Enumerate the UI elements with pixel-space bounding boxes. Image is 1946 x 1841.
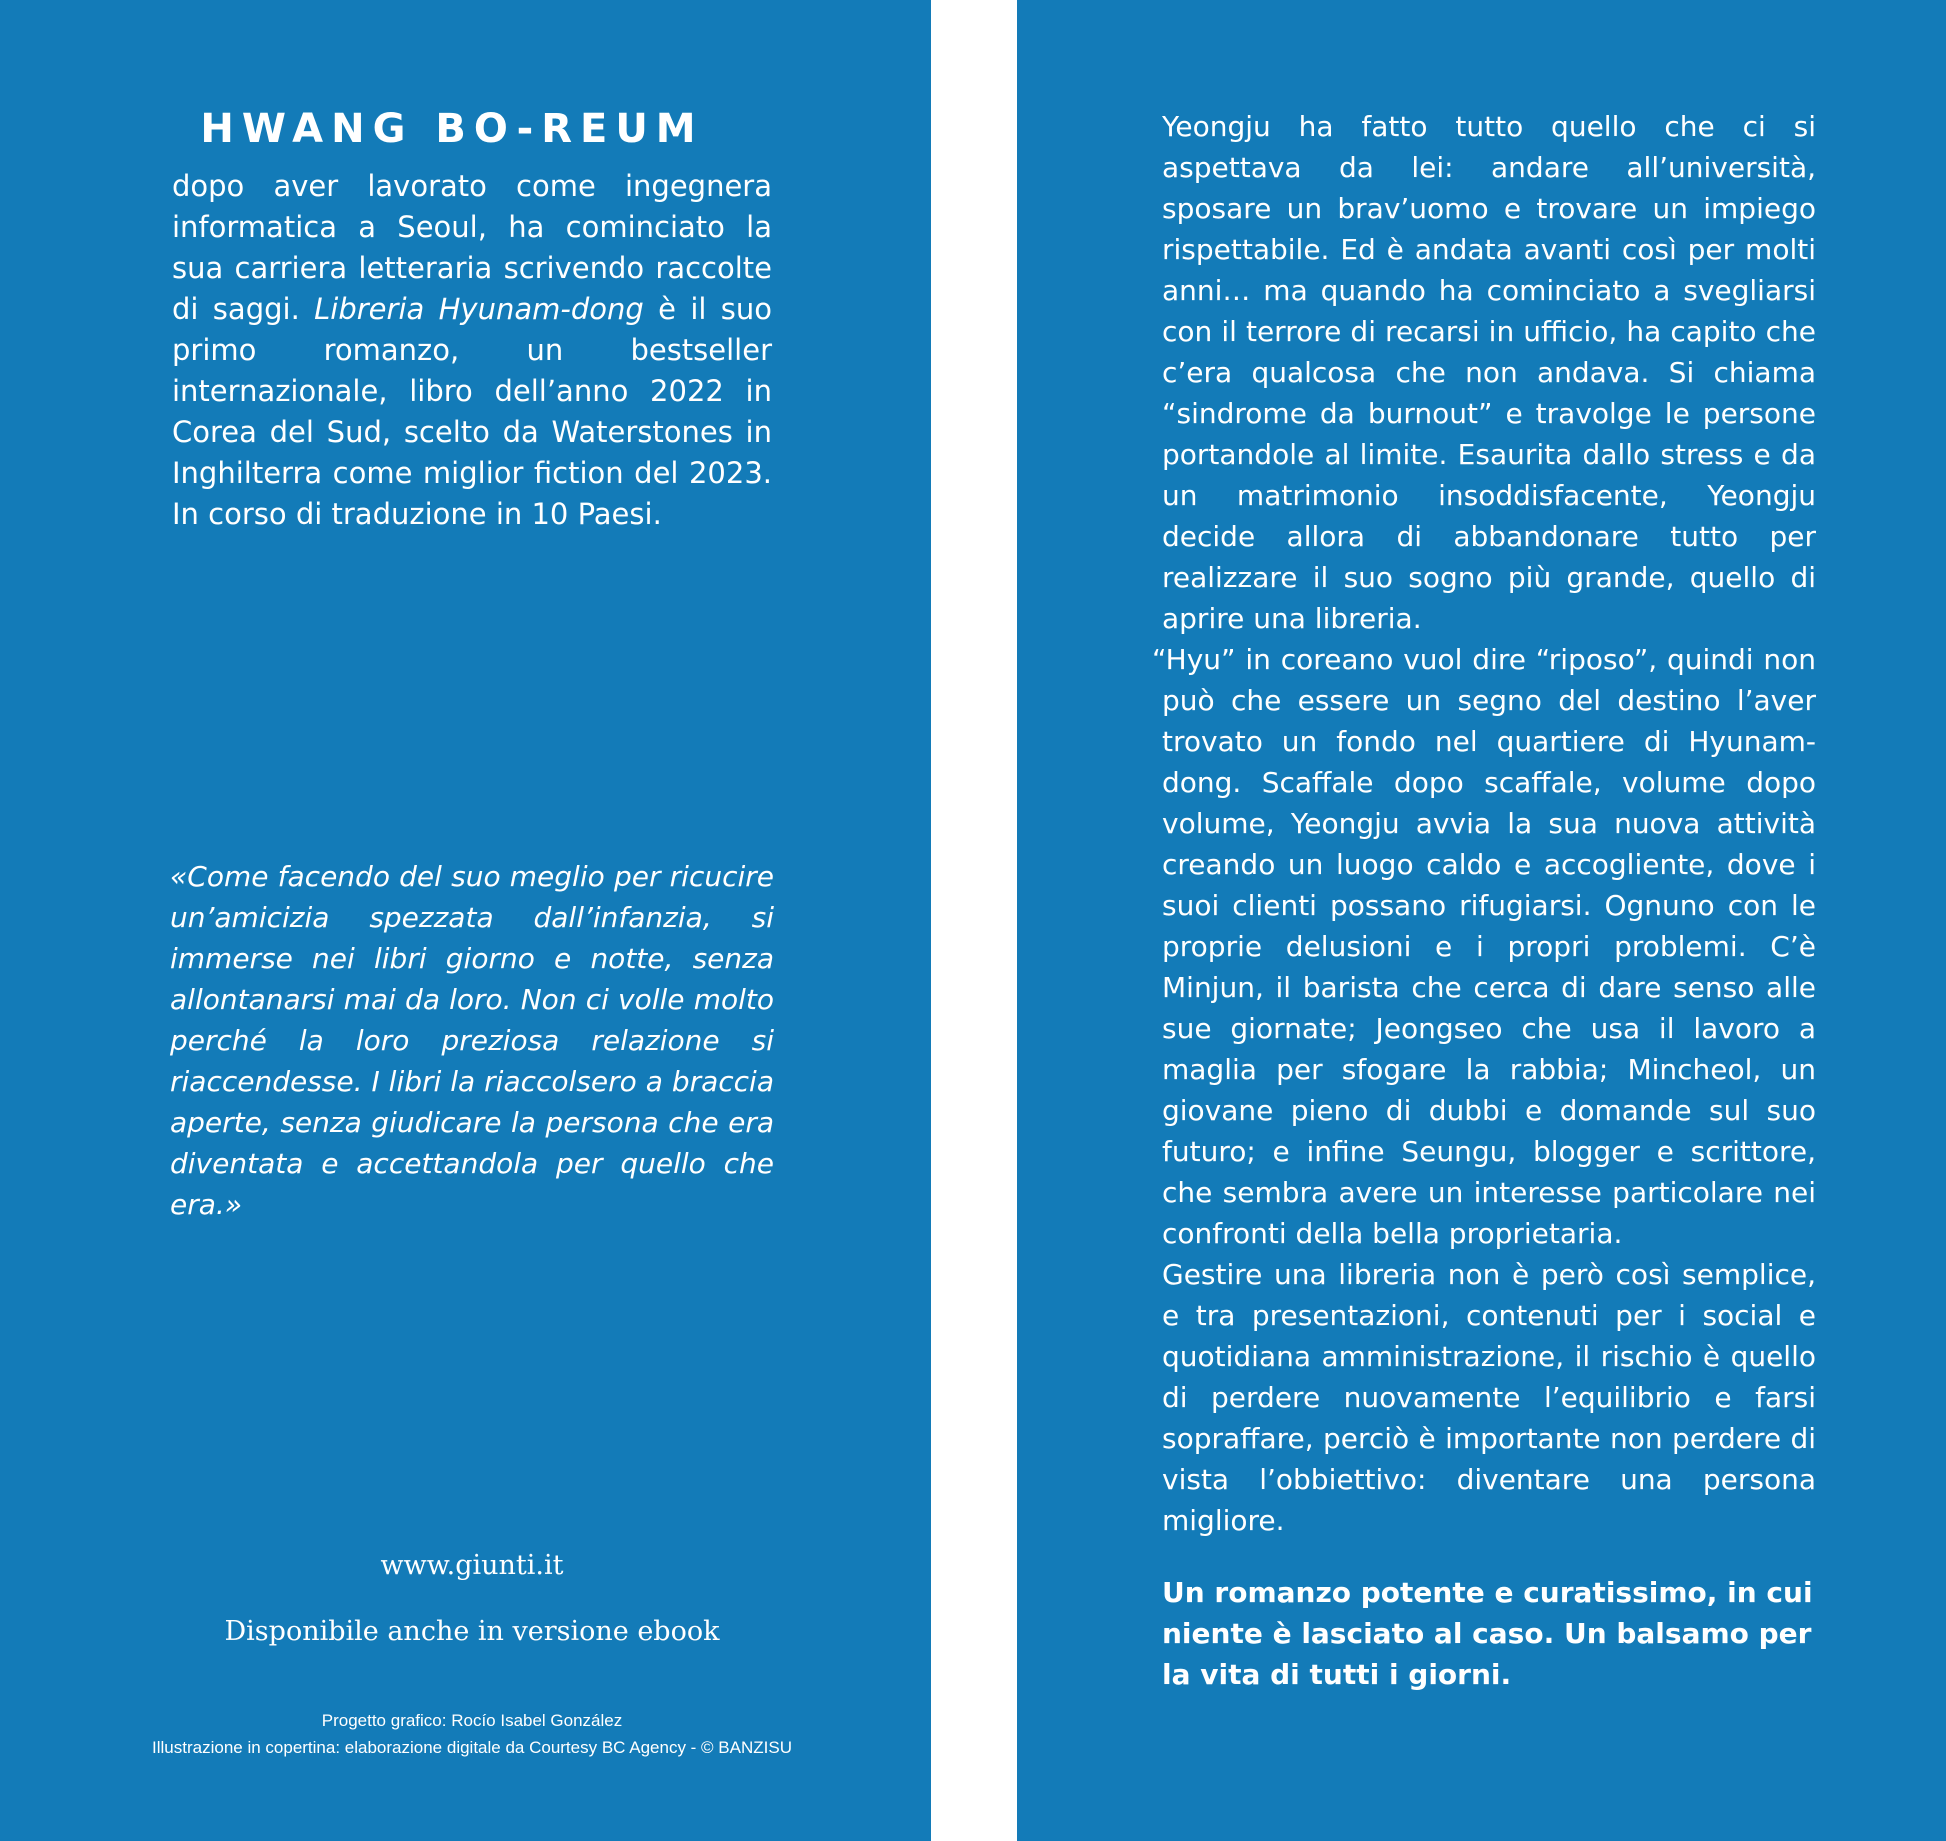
right-flap	[1017, 0, 1946, 1841]
author-bio	[172, 166, 772, 535]
illustration-credit: Illustrazione in copertina: elaborazione digitale da Courtesy BC Agency - © BANZISU	[152, 1738, 792, 1757]
synopsis-paragraph-3: Gestire una libreria non è però così semplice, e tra presentazioni, contenuti per i social e quotidiana amministrazione, il rischio è quello di perdere nuovamente l’equilibrio e farsi sopraffare, perciò è importante non perdere di vista l’obbiettivo: diventare una persona migliore.	[1162, 1258, 1816, 1537]
bio-book-title: Libreria Hyunam-dong	[314, 292, 644, 326]
synopsis	[1152, 106, 1816, 1541]
book-excerpt-quote: «Come facendo del suo meglio per ricucire un’amicizia spezzata dall’infanzia, si immerse nei libri giorno e notte, senza allontanarsi mai da loro. Non ci volle molto perché la loro preziosa relazione si riaccendesse. I libri la riaccolsero a braccia aperte, senza giudicare la persona che era diventata e accettandola per quello che era.»	[170, 860, 774, 1221]
left-flap	[0, 0, 931, 1841]
synopsis-paragraph-2: “Hyu” in coreano vuol dire “riposo”, quindi non può che essere un segno del destino l’aver trovato un fondo nel quartiere di Hyunam-dong. Scaffale dopo scaffale, volume dopo volume, Yeongju avvia la sua nuova attività creando un luogo caldo e accogliente, dove i suoi clienti possano rifugiarsi. Ognuno con le proprie delusioni e i propri problemi. C’è Minjun, il barista che cerca di dare senso alle sue giornate; Jeongseo che usa il lavoro a maglia per sfogare la rabbia; Mincheol, un giovane pieno di dubbi e domande sul suo futuro; e infine Seungu, blogger e scrittore, che sembra avere un interesse particolare nei confronti della bella proprietaria.	[1152, 643, 1816, 1250]
bio-text-1: dopo aver lavorato come ingegnera informatica a Seoul, ha cominciato la sua carriera letteraria scrivendo raccolte di saggi.	[172, 169, 772, 326]
tagline: Un romanzo potente e curatissimo, in cui niente è lasciato al caso. Un balsamo per la vita di tutti i giorni.	[1162, 1576, 1813, 1691]
publisher-website: www.giunti.it	[380, 1550, 564, 1581]
ebook-note: Disponibile anche in versione ebook	[224, 1616, 720, 1647]
bio-text-2: è il suo primo romanzo, un bestseller internazionale, libro dell’anno 2022 in Corea del Sud, scelto da Waterstones in Inghilterra come miglior fiction del 2023. In corso di traduzione in 10 Paesi.	[172, 292, 773, 531]
design-credit: Progetto grafico: Rocío Isabel González	[321, 1711, 623, 1730]
synopsis-paragraph-1: Yeongju ha fatto tutto quello che ci si aspettava da lei: andare all’università, sposare un brav’uomo e trovare un impiego rispettabile. Ed è andata avanti così per molti anni… ma quando ha cominciato a svegliarsi con il terrore di recarsi in ufficio, ha capito che c’era qualcosa che non andava. Si chiama “sindrome da burnout” e travolge le persone portandole al limite. Esaurita dallo stress e da un matrimonio insoddisfacente, Yeongju decide allora di abbandonare tutto per realizzare il suo sogno più grande, quello di aprire una libreria.	[1162, 110, 1816, 635]
author-name: HWANG BO-REUM	[200, 106, 704, 152]
